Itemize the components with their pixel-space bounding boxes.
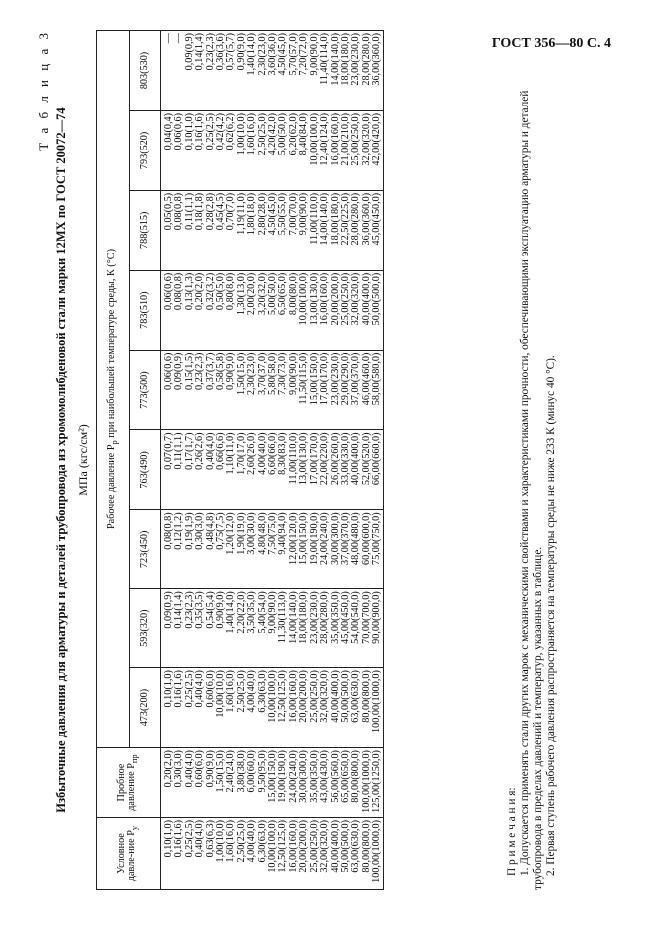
table-cell: 5,50(55,0) xyxy=(278,190,288,270)
table-cell: 0,66(6,6) xyxy=(216,430,226,510)
temp-header: 788(515) xyxy=(130,190,161,270)
table-cell: 45,00(450,0) xyxy=(341,589,351,668)
table-cell: 6,30(63,0) xyxy=(258,668,268,748)
table-cell: 100,00(1000,0) xyxy=(372,818,383,890)
table-cell: 25,00(250,0) xyxy=(310,818,320,890)
table-cell: 12,00(120,0) xyxy=(289,510,299,589)
table-cell: 0,45(4,5) xyxy=(216,190,226,270)
table-cell: 2,30(23,0) xyxy=(247,350,257,430)
table-cell: 0,57(5,7) xyxy=(226,31,236,111)
table-cell: 90,00(900,0) xyxy=(372,589,383,668)
table-cell: 22,00(220,0) xyxy=(320,430,330,510)
table-cell: 28,00(280,0) xyxy=(351,190,361,270)
table-cell: 100,00(1000,0) xyxy=(362,748,372,818)
table-cell: 0,10(1,0) xyxy=(161,818,175,890)
table-cell: 1,10(11,0) xyxy=(226,430,236,510)
table-cell: 21,00(210,0) xyxy=(341,110,351,190)
table-cell: 0,06(0,6) xyxy=(174,110,184,190)
table-cell: 16,00(160,0) xyxy=(289,818,299,890)
table-cell: 0,30(3,0) xyxy=(174,748,184,818)
table-cell: 4,20(42,0) xyxy=(268,110,278,190)
temp-header: 473(200) xyxy=(130,668,161,748)
table-cell: 0,35(3,5) xyxy=(195,589,205,668)
table-cell: 0,09(0,9) xyxy=(161,589,175,668)
table-cell: 1,20(12,0) xyxy=(226,510,236,589)
temp-header: 803(530) xyxy=(130,31,161,111)
table-cell: 0,54(5,4) xyxy=(206,589,216,668)
table-cell: 9,40(94,0) xyxy=(278,510,288,589)
table-cell: 16,00(160,0) xyxy=(289,668,299,748)
table-cell: 1,50(15,0) xyxy=(216,748,226,818)
table-cell: 42,00(420,0) xyxy=(372,110,383,190)
table-cell: 2,50(25,0) xyxy=(237,668,247,748)
table-cell: 20,00(200,0) xyxy=(299,668,309,748)
table-cell: 10,00(10,0) xyxy=(216,668,226,748)
table-title: Избыточные давления для арматуры и деталей трубопровода из хромомолибденовой стали марки 12МХ по ГОСТ 20072—74 xyxy=(54,107,68,813)
table-cell: 0,25(2,5) xyxy=(185,668,195,748)
table-cell: 75,00(750,0) xyxy=(372,510,383,589)
table-cell: 0,90(9,0) xyxy=(216,589,226,668)
temp-header: 783(510) xyxy=(130,270,161,350)
table-cell: 0,60(6,0) xyxy=(195,748,205,818)
table-cell: 24,00(240,0) xyxy=(320,510,330,589)
table-cell: 2,80(28,0) xyxy=(258,190,268,270)
table-cell: 19,00(190,0) xyxy=(278,748,288,818)
table-cell: 14,00(140,0) xyxy=(320,190,330,270)
table-cell: 4,50(45,0) xyxy=(278,31,288,111)
table-cell: 1,00(10,0) xyxy=(237,110,247,190)
table-cell: 2,00(20,0) xyxy=(247,270,257,350)
table-cell: 11,30(113,0) xyxy=(278,589,288,668)
table-cell: 6,30(63,0) xyxy=(258,818,268,890)
table-cell: 0,10(1,0) xyxy=(185,110,195,190)
table-cell: 23,00(230,0) xyxy=(351,31,361,111)
table-cell: 35,00(350,0) xyxy=(310,748,320,818)
note-2: 2. Первая ступень рабочего давления распространяется на температуры среды не ниже 233 К (минус 40 °С). xyxy=(545,355,557,876)
table-cell: 1,30(13,0) xyxy=(237,270,247,350)
table-cell: 0,42(4,2) xyxy=(216,110,226,190)
table-cell: 24,00(240,0) xyxy=(289,748,299,818)
table-cell: 9,00(90,0) xyxy=(310,31,320,111)
table-cell: 13,00(130,0) xyxy=(310,270,320,350)
table-cell: 18,00(180,0) xyxy=(341,31,351,111)
table-cell: 0,75(7,5) xyxy=(216,510,226,589)
table-cell: 125,00(1250,0) xyxy=(372,748,383,818)
table-cell: — xyxy=(161,31,175,111)
notes-heading: П р и м е ч а н и я: xyxy=(506,787,518,876)
table-cell: 43,00(430,0) xyxy=(320,748,330,818)
table-cell: 32,00(320,0) xyxy=(351,270,361,350)
table-cell: 1,60(16,0) xyxy=(226,818,236,890)
table-cell: 1,40(14,0) xyxy=(226,589,236,668)
table-cell: 56,00(560,0) xyxy=(331,748,341,818)
table-cell: 29,00(290,0) xyxy=(341,350,351,430)
table-cell: 19,00(190,0) xyxy=(310,510,320,589)
table-cell: 28,00(280,0) xyxy=(320,589,330,668)
table-cell: 2,30(23,0) xyxy=(258,31,268,111)
table-cell: 0,40(4,0) xyxy=(195,668,205,748)
table-cell: 0,13(1,3) xyxy=(185,270,195,350)
table-row xyxy=(372,31,383,890)
table-cell: 100,00(1000,0) xyxy=(372,668,383,748)
table-cell: 0,08(0,8) xyxy=(174,270,184,350)
table-cell: 37,00(370,0) xyxy=(341,510,351,589)
table-cell: 3,20(32,0) xyxy=(258,270,268,350)
table-cell: 0,90(9,0) xyxy=(206,748,216,818)
table-cell: 40,00(400,0) xyxy=(331,668,341,748)
table-cell: 60,00(600,0) xyxy=(362,510,372,589)
table-cell: 26,00(260,0) xyxy=(331,430,341,510)
table-cell: 25,00(250,0) xyxy=(351,110,361,190)
table-cell: 40,00(400,0) xyxy=(331,818,341,890)
note-1: 1. Допускается применять стали других марок с механическими свойствами и характеристиками прочности, обеспечивающими эксплуатацию арматуры и деталей трубопровода в пределах давлений и температур, указанных в таблице. xyxy=(519,90,544,890)
table-cell: 1,80(18,0) xyxy=(247,190,257,270)
table-cell: 54,00(540,0) xyxy=(351,589,361,668)
table-cell: 15,00(150,0) xyxy=(299,510,309,589)
table-cell: 36,00(360,0) xyxy=(372,31,383,111)
table-cell: 14,00(140,0) xyxy=(289,589,299,668)
temp-header: 593(320) xyxy=(130,589,161,668)
table-cell: 2,40(24,0) xyxy=(226,748,236,818)
table-cell: 0,18(1,8) xyxy=(195,190,205,270)
table-cell: 5,00(50,0) xyxy=(278,110,288,190)
table-cell: 0,16(1,6) xyxy=(174,668,184,748)
table-cell: 30,00(300,0) xyxy=(299,748,309,818)
table-cell: — xyxy=(174,31,184,111)
table-cell: 0,30(3,0) xyxy=(195,510,205,589)
table-cell: 0,58(5,8) xyxy=(216,350,226,430)
table-label: Т а б л и ц а 3 xyxy=(36,30,51,151)
table-cell: 12,50(125,0) xyxy=(278,668,288,748)
table-cell: 0,50(5,0) xyxy=(216,270,226,350)
table-cell: 6,00(60,0) xyxy=(247,748,257,818)
rotated-table-block xyxy=(36,30,596,890)
table-cell: 9,50(95,0) xyxy=(258,748,268,818)
table-cell: 32,00(320,0) xyxy=(320,818,330,890)
table-cell: 8,40(84,0) xyxy=(299,110,309,190)
table-cell: 0,62(6,2) xyxy=(226,110,236,190)
table-cell: 17,00(170,0) xyxy=(310,430,320,510)
table-cell: 0,28(2,8) xyxy=(206,190,216,270)
temp-header: 773(500) xyxy=(130,350,161,430)
table-cell: 80,00(800,0) xyxy=(362,818,372,890)
table-cell: 10,00(100,0) xyxy=(268,668,278,748)
table-cell: 52,00(520,0) xyxy=(362,430,372,510)
table-cell: 11,40(114,0) xyxy=(320,31,330,111)
table-cell: 14,00(140,0) xyxy=(331,31,341,111)
table-cell: 18,00(180,0) xyxy=(331,190,341,270)
table-cell: 32,00(320,0) xyxy=(320,668,330,748)
table-cell: 2,50(25,0) xyxy=(258,110,268,190)
table-cell: 0,40(4,0) xyxy=(206,430,216,510)
table-cell: 4,00(40,0) xyxy=(247,668,257,748)
table-cell: 30,00(300,0) xyxy=(331,510,341,589)
table-cell: 13,00(130,0) xyxy=(299,430,309,510)
table-cell: 3,50(35,0) xyxy=(247,589,257,668)
table-cell: 9,00(90,0) xyxy=(299,190,309,270)
table-cell: 0,60(6,0) xyxy=(206,668,216,748)
table-cell: 50,00(500,0) xyxy=(341,668,351,748)
table-cell: 36,00(360,0) xyxy=(362,190,372,270)
table-cell: 10,00(100,0) xyxy=(310,110,320,190)
table-cell: 11,00(110,0) xyxy=(289,430,299,510)
col-nominal-header: Условное давле-ние $P_у$ xyxy=(97,818,161,890)
table-cell: 0,08(0,8) xyxy=(161,510,175,589)
table-cell: 17,00(170,0) xyxy=(320,350,330,430)
table-cell: 3,80(38,0) xyxy=(237,748,247,818)
table-cell: 6,60(66,0) xyxy=(268,430,278,510)
table-cell: 12,40(124,0) xyxy=(320,110,330,190)
table-cell: 63,00(630,0) xyxy=(351,668,361,748)
table-cell: 16,00(160,0) xyxy=(331,110,341,190)
table-cell: 0,36(3,6) xyxy=(216,31,226,111)
table-cell: 5,40(54,0) xyxy=(258,589,268,668)
table-cell: 0,11(1,1) xyxy=(185,190,195,270)
table-cell: 3,60(36,0) xyxy=(268,31,278,111)
table-cell: 0,06(0,6) xyxy=(161,270,175,350)
table-cell: 0,07(0,7) xyxy=(161,430,175,510)
table-cell: 3,00(30,0) xyxy=(247,510,257,589)
table-cell: 8,30(83,0) xyxy=(278,430,288,510)
table-cell: 0,20(2,0) xyxy=(161,748,175,818)
table-cell: 5,80(58,0) xyxy=(268,350,278,430)
table-cell: 7,50(75,0) xyxy=(268,510,278,589)
table-cell: 0,14(1,4) xyxy=(174,589,184,668)
table-cell: 0,09(0,9) xyxy=(174,350,184,430)
col-test-header: Пробное давление $P_{пр}$ xyxy=(97,748,161,818)
table-cell: 7,20(72,0) xyxy=(299,31,309,111)
table-cell: 50,00(500,0) xyxy=(372,270,383,350)
table-cell: 0,80(8,0) xyxy=(226,270,236,350)
table-cell: 18,00(180,0) xyxy=(299,589,309,668)
table-cell: 80,00(800,0) xyxy=(351,748,361,818)
table-cell: 22,50(225,0) xyxy=(341,190,351,270)
table-cell: 12,50(125,0) xyxy=(278,818,288,890)
table-cell: 10,00(100,0) xyxy=(299,270,309,350)
temp-header: 793(520) xyxy=(130,110,161,190)
pressure-table xyxy=(96,30,384,890)
table-cell: 0,14(1,4) xyxy=(195,31,205,111)
table-cell: 0,05(0,5) xyxy=(161,190,175,270)
table-cell: 6,50(65,0) xyxy=(278,270,288,350)
table-cell: 7,30(73,0) xyxy=(278,350,288,430)
table-row xyxy=(161,31,175,890)
table-cell: 0,10(1,0) xyxy=(161,668,175,748)
table-cell: 32,00(320,0) xyxy=(362,110,372,190)
table-cell: 10,00(100,0) xyxy=(268,818,278,890)
table-cell: 1,70(17,0) xyxy=(237,430,247,510)
table-cell: 0,23(2,3) xyxy=(206,31,216,111)
page-header: ГОСТ 356—80 С. 4 xyxy=(491,36,611,51)
table-cell: 5,70(57,0) xyxy=(289,31,299,111)
table-cell: 6,20(62,0) xyxy=(289,110,299,190)
table-cell: 3,70(37,0) xyxy=(258,350,268,430)
table-cell: 25,00(250,0) xyxy=(310,668,320,748)
table-cell: 0,12(1,2) xyxy=(174,510,184,589)
table-cell: 1,60(16,0) xyxy=(226,668,236,748)
table-cell: 0,90(9,0) xyxy=(237,31,247,111)
table-cell: 4,50(45,0) xyxy=(268,190,278,270)
table-cell: 0,09(0,9) xyxy=(185,31,195,111)
table-cell: 33,00(330,0) xyxy=(341,430,351,510)
table-cell: 1,19(11,0) xyxy=(237,190,247,270)
table-cell: 0,17(1,7) xyxy=(185,430,195,510)
table-cell: 25,00(250,0) xyxy=(341,270,351,350)
table-cell: 2,60(26,0) xyxy=(247,430,257,510)
table-cell: 0,08(0,8) xyxy=(174,190,184,270)
table-cell: 0,23(2,3) xyxy=(185,589,195,668)
notes xyxy=(506,30,558,890)
table-cell: 0,63(6,3) xyxy=(206,818,216,890)
table-cell: 0,11(1,1) xyxy=(174,430,184,510)
table-cell: 0,16(1,6) xyxy=(195,110,205,190)
table-cell: 58,00(580,0) xyxy=(372,350,383,430)
table-cell: 11,00(110,0) xyxy=(310,190,320,270)
table-cell: 63,00(630,0) xyxy=(351,818,361,890)
table-cell: 0,32(3,2) xyxy=(206,270,216,350)
table-cell: 16,00(160,0) xyxy=(320,270,330,350)
table-cell: 11,50(115,0) xyxy=(299,350,309,430)
table-cell: 80,00(800,0) xyxy=(362,668,372,748)
table-cell: 9,00(90,0) xyxy=(289,350,299,430)
table-cell: 15,00(150,0) xyxy=(268,748,278,818)
table-cell: 70,00(700,0) xyxy=(362,589,372,668)
table-cell: 1,90(19,0) xyxy=(237,510,247,589)
table-cell: 48,00(480,0) xyxy=(351,510,361,589)
table-cell: 20,00(200,0) xyxy=(331,270,341,350)
table-cell: 1,40(14,0) xyxy=(247,31,257,111)
table-cell: 28,00(280,0) xyxy=(362,31,372,111)
table-cell: 35,00(350,0) xyxy=(331,589,341,668)
table-cell: 20,00(200,0) xyxy=(299,818,309,890)
table-cell: 0,40(4,0) xyxy=(185,748,195,818)
table-cell: 65,00(650,0) xyxy=(341,748,351,818)
table-cell: 1,60(16,0) xyxy=(247,110,257,190)
table-cell: 4,00(40,0) xyxy=(247,818,257,890)
table-cell: 45,00(450,0) xyxy=(372,190,383,270)
table-cell: 8,00(80,0) xyxy=(289,270,299,350)
table-cell: 0,23(2,3) xyxy=(195,350,205,430)
table-cell: 0,37(3,7) xyxy=(206,350,216,430)
unit-label: МПа (кгс/см²) xyxy=(76,424,90,496)
table-cell: 0,16(1,6) xyxy=(174,818,184,890)
temp-header: 723(450) xyxy=(130,510,161,589)
table-cell: 0,04(0,4) xyxy=(161,110,175,190)
table-cell: 15,00(150,0) xyxy=(310,350,320,430)
table-cell: 1,50(15,0) xyxy=(237,350,247,430)
table-cell: 1,00(10,0) xyxy=(216,818,226,890)
table-cell: 23,00(230,0) xyxy=(310,589,320,668)
table-cell: 0,90(9,0) xyxy=(226,350,236,430)
table-cell: 40,00(400,0) xyxy=(362,270,372,350)
table-cell: 0,26(2,6) xyxy=(195,430,205,510)
table-cell: 0,25(2,5) xyxy=(185,818,195,890)
table-cell: 40,00(400,0) xyxy=(351,430,361,510)
table-cell: 4,80(48,0) xyxy=(258,510,268,589)
table-cell: 37,00(370,0) xyxy=(351,350,361,430)
table-cell: 4,00(40,0) xyxy=(258,430,268,510)
table-cell: 0,48(4,8) xyxy=(206,510,216,589)
table-cell: 0,25(2,5) xyxy=(206,110,216,190)
temp-header: 763(490) xyxy=(130,430,161,510)
table-cell: 2,50(25,0) xyxy=(237,818,247,890)
table-cell: 46,00(460,0) xyxy=(362,350,372,430)
table-cell: 0,06(0,6) xyxy=(161,350,175,430)
table-cell: 0,19(1,9) xyxy=(185,510,195,589)
table-cell: 0,40(4,0) xyxy=(195,818,205,890)
table-row xyxy=(320,31,330,890)
table-cell: 0,20(2,0) xyxy=(195,270,205,350)
table-cell: 23,00(230,0) xyxy=(331,350,341,430)
table-cell: 2,20(22,0) xyxy=(237,589,247,668)
table-cell: 9,00(90,0) xyxy=(268,589,278,668)
table-cell: 66,00(660,0) xyxy=(372,430,383,510)
table-cell: 7,00(70,0) xyxy=(289,190,299,270)
table-cell: 0,70(7,0) xyxy=(226,190,236,270)
table-cell: 5,00(50,0) xyxy=(268,270,278,350)
table-cell: 50,00(500,0) xyxy=(341,818,351,890)
table-cell: 0,15(1,5) xyxy=(185,350,195,430)
col-group-header: Рабочее давление $P_р$ при наибольшей температуре среды, К (°С) xyxy=(97,31,130,748)
